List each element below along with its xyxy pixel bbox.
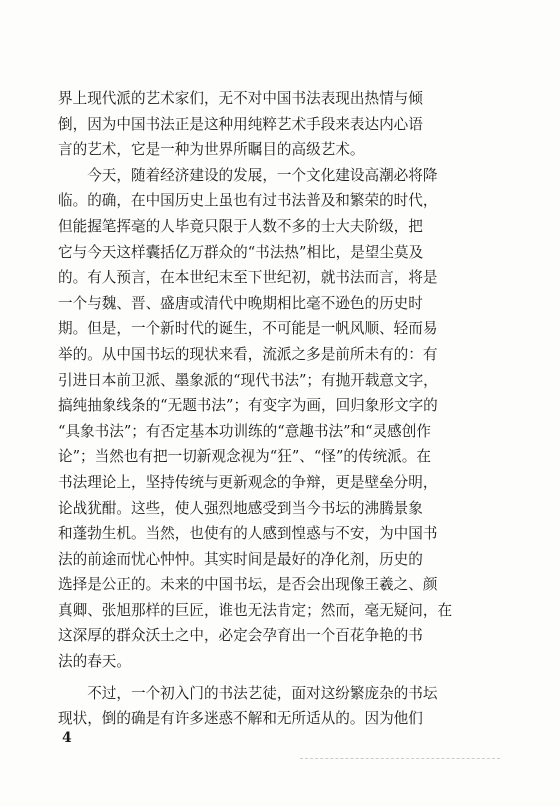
text-line: 引进日本前卫派、墨象派的“现代书法”；有抛开载意文字， xyxy=(58,371,438,389)
paragraph-1 xyxy=(58,86,504,163)
text-line: 举的。从中国书坛的现状来看，流派之多是前所未有的：有 xyxy=(58,345,438,363)
text-line: 法的春天。 xyxy=(58,653,131,671)
text-line: “具象书法”；有否定基本功训练的“意趣书法”和“灵感创作 xyxy=(58,422,431,440)
text-line: 书法理论上，坚持传统与更新观念的争辩，更是壁垒分明， xyxy=(58,473,438,491)
text-line: 但能握笔挥毫的人毕竟只限于人数不多的士大夫阶级，把 xyxy=(58,217,423,235)
text-line: 一个与魏、晋、盛唐或清代中晚期相比毫不逊色的历史时 xyxy=(58,294,423,312)
text-line: 临。的确，在中国历史上虽也有过书法普及和繁荣的时代， xyxy=(58,192,438,210)
text-line: 搞纯抽象线条的“无题书法”；有变字为画，回归象形文字的 xyxy=(58,397,438,415)
text-line: 今天，随着经济建设的发展，一个文化建设高潮必将降 xyxy=(58,166,438,184)
text-line: 的。有人预言，在本世纪末至下世纪初，就书法而言，将是 xyxy=(58,269,438,287)
text-line: 论战犹酣。这些，使人强烈地感受到当今书坛的沸腾景象 xyxy=(58,499,423,517)
text-line: 论”；当然也有把一切新观念视为“狂”、“怪”的传统派。在 xyxy=(58,448,431,466)
text-line: 期。但是，一个新时代的诞生，不可能是一帆风顺、轻而易 xyxy=(58,320,438,338)
text-line: 选择是公正的。未来的中国书坛，是否会出现像王羲之、颜 xyxy=(58,576,438,594)
paragraph-2 xyxy=(58,163,504,675)
paragraph-3 xyxy=(58,681,504,732)
text-line: 倒，因为中国书法正是这种用纯粹艺术手段来表达内心语 xyxy=(58,115,423,133)
text-line: 和蓬勃生机。当然，也使有的人感到惶惑与不安，为中国书 xyxy=(58,525,438,543)
text-line: 不过，一个初入门的书法艺徒，面对这纷繁庞杂的书坛 xyxy=(58,684,438,702)
body-text xyxy=(58,86,504,732)
text-line: 言的艺术，它是一种为世界所瞩目的高级艺术。 xyxy=(58,141,365,159)
text-line: 它与今天这样囊括亿万群众的“书法热”相比，是望尘莫及 xyxy=(58,243,424,261)
text-line: 法的前途而忧心忡忡。其实时间是最好的净化剂，历史的 xyxy=(58,550,423,568)
text-line: 真卿、张旭那样的巨匠，谁也无法肯定；然而，毫无疑问，在 xyxy=(58,601,453,619)
page-number: 4 xyxy=(62,730,72,746)
text-line: 这深厚的群众沃土之中，必定会孕育出一个百花争艳的书 xyxy=(58,627,423,645)
text-line: 界上现代派的艺术家们，无不对中国书法表现出热情与倾 xyxy=(58,90,423,107)
text-line: 现状，倒的确是有许多迷惑不解和无所适从的。因为他们 xyxy=(58,710,423,728)
scan-artifact xyxy=(300,758,500,763)
